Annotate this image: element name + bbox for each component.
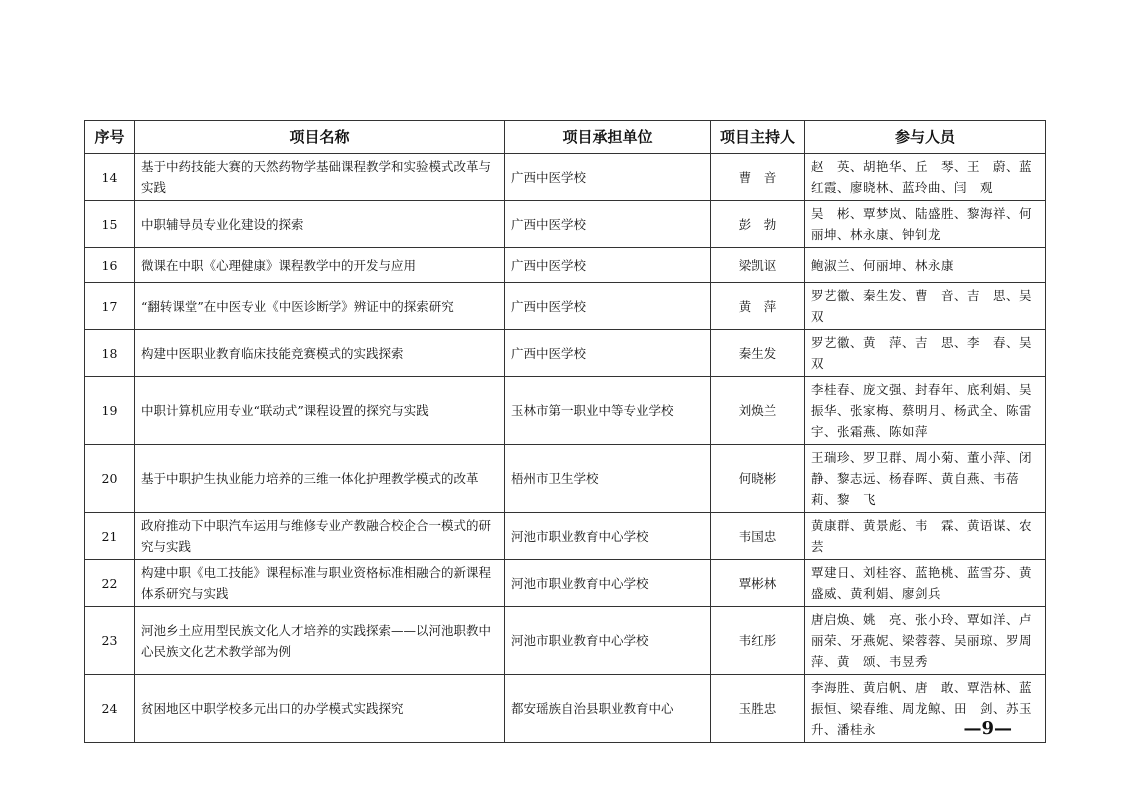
- table-row: [85, 377, 1046, 445]
- project-host: 覃彬林: [711, 560, 805, 607]
- project-name: “翻转课堂”在中医专业《中医诊断学》辨证中的探索研究: [135, 283, 505, 330]
- table-body: [85, 154, 1046, 743]
- project-unit: 广西中医学校: [505, 283, 711, 330]
- header-participants: 参与人员: [805, 121, 1046, 154]
- project-unit: 广西中医学校: [505, 248, 711, 283]
- header-no: 序号: [85, 121, 135, 154]
- project-unit: 广西中医学校: [505, 201, 711, 248]
- table-row: [85, 607, 1046, 675]
- row-number: 16: [85, 248, 135, 283]
- project-host: 秦生发: [711, 330, 805, 377]
- table-row: [85, 560, 1046, 607]
- project-host: 何晓彬: [711, 445, 805, 513]
- project-name: 中职辅导员专业化建设的探索: [135, 201, 505, 248]
- project-unit: 广西中医学校: [505, 330, 711, 377]
- project-name: 微课在中职《心理健康》课程教学中的开发与应用: [135, 248, 505, 283]
- project-participants: 李桂春、庞文强、封春年、底利娟、吴振华、张家梅、蔡明月、杨武全、陈雷宇、张霜燕、陈如萍: [805, 377, 1046, 445]
- table-row: [85, 154, 1046, 201]
- project-host: 韦红彤: [711, 607, 805, 675]
- project-table: [84, 120, 1046, 743]
- table-header-row: [85, 121, 1046, 154]
- project-participants: 唐启焕、姚 亮、张小玲、覃如洋、卢丽荣、牙燕妮、梁蓉蓉、吴丽琼、罗周萍、黄 颂、韦昱秀: [805, 607, 1046, 675]
- project-host: 刘焕兰: [711, 377, 805, 445]
- project-participants: 黄康群、黄景彪、韦 霖、黄语谋、农 芸: [805, 513, 1046, 560]
- project-participants: 罗艺徽、秦生发、曹 音、吉 思、吴 双: [805, 283, 1046, 330]
- project-name: 中职计算机应用专业“联动式”课程设置的探究与实践: [135, 377, 505, 445]
- header-unit: 项目承担单位: [505, 121, 711, 154]
- project-participants: 赵 英、胡艳华、丘 琴、王 蔚、蓝红霞、廖晓林、蓝玲曲、闫 观: [805, 154, 1046, 201]
- project-unit: 河池市职业教育中心学校: [505, 513, 711, 560]
- row-number: 19: [85, 377, 135, 445]
- project-host: 韦国忠: [711, 513, 805, 560]
- project-participants: 吴 彬、覃梦岚、陆盛胜、黎海祥、何丽坤、林永康、钟钊龙: [805, 201, 1046, 248]
- project-host: 黄 萍: [711, 283, 805, 330]
- header-host: 项目主持人: [711, 121, 805, 154]
- project-unit: 广西中医学校: [505, 154, 711, 201]
- row-number: 21: [85, 513, 135, 560]
- project-participants: 鲍淑兰、何丽坤、林永康: [805, 248, 1046, 283]
- project-host: 玉胜忠: [711, 675, 805, 743]
- row-number: 22: [85, 560, 135, 607]
- project-host: 梁凯讴: [711, 248, 805, 283]
- project-host: 曹 音: [711, 154, 805, 201]
- project-unit: 玉林市第一职业中等专业学校: [505, 377, 711, 445]
- row-number: 23: [85, 607, 135, 675]
- table-row: [85, 201, 1046, 248]
- project-name: 贫困地区中职学校多元出口的办学模式实践探究: [135, 675, 505, 743]
- project-name: 构建中医职业教育临床技能竞赛模式的实践探索: [135, 330, 505, 377]
- project-unit: 河池市职业教育中心学校: [505, 560, 711, 607]
- project-name: 基于中药技能大赛的天然药物学基础课程教学和实验模式改革与实践: [135, 154, 505, 201]
- row-number: 15: [85, 201, 135, 248]
- project-name: 构建中职《电工技能》课程标准与职业资格标准相融合的新课程体系研究与实践: [135, 560, 505, 607]
- table-row: [85, 283, 1046, 330]
- project-participants: 罗艺徽、黄 萍、吉 思、李 春、吴 双: [805, 330, 1046, 377]
- project-host: 彭 勃: [711, 201, 805, 248]
- row-number: 24: [85, 675, 135, 743]
- project-participants: 覃建日、刘桂容、蓝艳桃、蓝雪芬、黄盛威、黄利娟、廖剑兵: [805, 560, 1046, 607]
- project-unit: 都安瑶族自治县职业教育中心: [505, 675, 711, 743]
- project-unit: 梧州市卫生学校: [505, 445, 711, 513]
- page-number: —9—: [963, 718, 1012, 739]
- table-row: [85, 675, 1046, 743]
- project-participants: 李海胜、黄启帆、唐 敢、覃浩林、蓝振恒、梁春维、周龙鲸、田 剑、苏玉升、潘桂永: [805, 675, 1046, 743]
- row-number: 18: [85, 330, 135, 377]
- project-unit: 河池市职业教育中心学校: [505, 607, 711, 675]
- table-row: [85, 513, 1046, 560]
- table-row: [85, 248, 1046, 283]
- table-row: [85, 445, 1046, 513]
- project-participants: 王瑞珍、罗卫群、周小菊、董小萍、闭 静、黎志远、杨春晖、黄自燕、韦蓓莉、黎 飞: [805, 445, 1046, 513]
- project-name: 基于中职护生执业能力培养的三维一体化护理教学模式的改革: [135, 445, 505, 513]
- table-row: [85, 330, 1046, 377]
- project-name: 河池乡土应用型民族文化人才培养的实践探索——以河池职教中心民族文化艺术教学部为例: [135, 607, 505, 675]
- project-name: 政府推动下中职汽车运用与维修专业产教融合校企合一模式的研究与实践: [135, 513, 505, 560]
- row-number: 14: [85, 154, 135, 201]
- row-number: 17: [85, 283, 135, 330]
- row-number: 20: [85, 445, 135, 513]
- header-project-name: 项目名称: [135, 121, 505, 154]
